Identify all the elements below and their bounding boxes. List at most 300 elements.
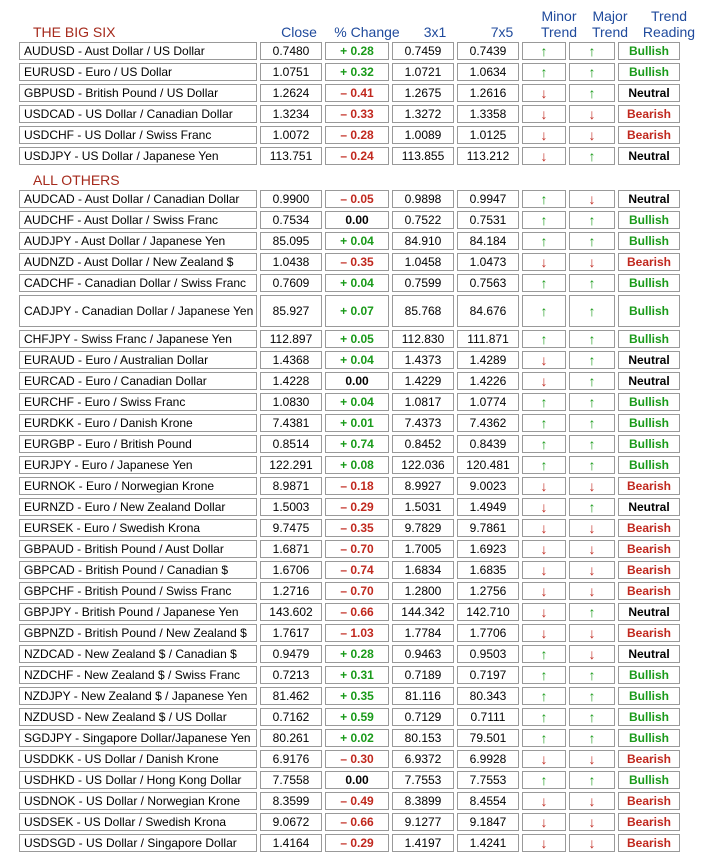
trend-reading-cell: Bullish <box>618 708 680 726</box>
trend-reading-cell: Bullish <box>618 42 680 60</box>
three-by-one-cell: 1.6834 <box>392 561 454 579</box>
minor-trend-cell <box>522 105 566 123</box>
change-cell: – 0.74 <box>325 561 389 579</box>
close-cell: 1.0751 <box>260 63 322 81</box>
arrow-down-icon: ↓ <box>540 127 548 143</box>
arrow-up-icon: ↑ <box>540 43 548 59</box>
close-cell: 1.0072 <box>260 126 322 144</box>
seven-by-five-cell: 9.0023 <box>457 477 519 495</box>
arrow-down-icon: ↓ <box>540 751 548 767</box>
trend-reading-cell: Bearish <box>618 750 680 768</box>
arrow-up-icon: ↑ <box>588 303 596 319</box>
minor-trend-line1: Minor <box>541 8 577 24</box>
arrow-up-icon: ↑ <box>588 233 596 249</box>
arrow-down-icon: ↓ <box>588 835 596 851</box>
major-trend-cell <box>569 582 615 600</box>
trend-reading-cell: Bullish <box>618 456 680 474</box>
pair-name-cell: GBPNZD - British Pound / New Zealand $ <box>19 624 257 642</box>
table-row <box>19 498 680 516</box>
table-row <box>19 792 680 810</box>
seven-by-five-cell: 1.7706 <box>457 624 519 642</box>
change-cell: + 0.32 <box>325 63 389 81</box>
table-row <box>19 687 680 705</box>
major-trend-cell <box>569 393 615 411</box>
change-cell: – 0.49 <box>325 792 389 810</box>
major-trend-cell <box>569 330 615 348</box>
table-row <box>19 519 680 537</box>
arrow-down-icon: ↓ <box>588 191 596 207</box>
major-trend-cell <box>569 624 615 642</box>
minor-trend-cell <box>522 295 566 327</box>
seven-by-five-cell: 113.212 <box>457 147 519 165</box>
table-row <box>19 456 680 474</box>
trend-reading-cell: Bearish <box>618 582 680 600</box>
table-row <box>19 126 680 144</box>
major-trend-cell <box>569 190 615 208</box>
arrow-up-icon: ↑ <box>540 457 548 473</box>
change-cell: – 1.03 <box>325 624 389 642</box>
minor-trend-cell <box>522 477 566 495</box>
trend-reading-cell: Bearish <box>618 624 680 642</box>
seven-by-five-cell: 142.710 <box>457 603 519 621</box>
pair-name-cell: USDHKD - US Dollar / Hong Kong Dollar <box>19 771 257 789</box>
trend-reading-cell: Bearish <box>618 792 680 810</box>
major-trend-cell <box>569 372 615 390</box>
major-trend-cell <box>569 519 615 537</box>
three-by-one-cell: 1.4197 <box>392 834 454 852</box>
seven-by-five-cell: 1.0473 <box>457 253 519 271</box>
change-cell: – 0.41 <box>325 84 389 102</box>
major-trend-cell <box>569 645 615 663</box>
arrow-up-icon: ↑ <box>540 646 548 662</box>
seven-by-five-cell: 7.7553 <box>457 771 519 789</box>
pair-name-cell: AUDUSD - Aust Dollar / US Dollar <box>19 42 257 60</box>
arrow-up-icon: ↑ <box>540 709 548 725</box>
close-cell: 143.602 <box>260 603 322 621</box>
pair-name-cell: EURJPY - Euro / Japanese Yen <box>19 456 257 474</box>
seven-by-five-cell: 1.2756 <box>457 582 519 600</box>
three-by-one-cell: 8.9927 <box>392 477 454 495</box>
three-by-one-cell: 0.7189 <box>392 666 454 684</box>
arrow-down-icon: ↓ <box>540 562 548 578</box>
change-cell: + 0.28 <box>325 42 389 60</box>
arrow-down-icon: ↓ <box>588 751 596 767</box>
major-trend-cell <box>569 295 615 327</box>
major-trend-cell <box>569 603 615 621</box>
minor-trend-cell <box>522 253 566 271</box>
seven-by-five-cell: 0.7197 <box>457 666 519 684</box>
three-by-one-cell: 9.7829 <box>392 519 454 537</box>
seven-by-five-cell: 80.343 <box>457 687 519 705</box>
three-by-one-cell: 7.4373 <box>392 414 454 432</box>
trend-reading-cell: Neutral <box>618 147 680 165</box>
close-cell: 1.0830 <box>260 393 322 411</box>
major-trend-cell <box>569 666 615 684</box>
table-row <box>19 211 680 229</box>
change-cell: – 0.35 <box>325 519 389 537</box>
arrow-up-icon: ↑ <box>588 394 596 410</box>
arrow-up-icon: ↑ <box>588 667 596 683</box>
table-row <box>19 645 680 663</box>
major-trend-cell <box>569 253 615 271</box>
trend-reading-cell: Bullish <box>618 211 680 229</box>
three-by-one-cell: 1.0817 <box>392 393 454 411</box>
major-trend-cell <box>569 561 615 579</box>
major-trend-cell <box>569 351 615 369</box>
major-trend-cell <box>569 414 615 432</box>
column-header-close: Close <box>281 24 317 40</box>
minor-trend-line2: Trend <box>540 24 578 40</box>
arrow-up-icon: ↑ <box>540 688 548 704</box>
close-cell: 8.3599 <box>260 792 322 810</box>
arrow-up-icon: ↑ <box>588 275 596 291</box>
change-cell: + 0.05 <box>325 330 389 348</box>
pair-name-cell: EURCAD - Euro / Canadian Dollar <box>19 372 257 390</box>
arrow-up-icon: ↑ <box>588 457 596 473</box>
close-cell: 0.9479 <box>260 645 322 663</box>
three-by-one-cell: 1.4229 <box>392 372 454 390</box>
seven-by-five-cell: 1.0125 <box>457 126 519 144</box>
seven-by-five-cell: 79.501 <box>457 729 519 747</box>
seven-by-five-cell: 0.9503 <box>457 645 519 663</box>
minor-trend-cell <box>522 729 566 747</box>
pair-name-cell: CADCHF - Canadian Dollar / Swiss Franc <box>19 274 257 292</box>
three-by-one-cell: 0.8452 <box>392 435 454 453</box>
close-cell: 85.927 <box>260 295 322 327</box>
three-by-one-cell: 112.830 <box>392 330 454 348</box>
table-row <box>19 582 680 600</box>
seven-by-five-cell: 0.7111 <box>457 708 519 726</box>
change-cell: + 0.28 <box>325 645 389 663</box>
minor-trend-cell <box>522 42 566 60</box>
change-cell: – 0.18 <box>325 477 389 495</box>
change-cell: 0.00 <box>325 372 389 390</box>
three-by-one-cell: 1.0721 <box>392 63 454 81</box>
big-six-table <box>16 39 683 168</box>
trend-reading-cell: Bullish <box>618 393 680 411</box>
pair-name-cell: EURNZD - Euro / New Zealand Dollar <box>19 498 257 516</box>
three-by-one-cell: 1.0458 <box>392 253 454 271</box>
arrow-up-icon: ↑ <box>588 352 596 368</box>
minor-trend-cell <box>522 540 566 558</box>
three-by-one-cell: 1.5031 <box>392 498 454 516</box>
arrow-down-icon: ↓ <box>540 520 548 536</box>
major-trend-cell <box>569 708 615 726</box>
column-header-change: % Change <box>334 24 400 40</box>
arrow-up-icon: ↑ <box>588 331 596 347</box>
close-cell: 7.4381 <box>260 414 322 432</box>
arrow-up-icon: ↑ <box>540 233 548 249</box>
table-row <box>19 624 680 642</box>
trend-reading-cell: Bearish <box>618 813 680 831</box>
major-trend-cell <box>569 63 615 81</box>
pair-name-cell: EURAUD - Euro / Australian Dollar <box>19 351 257 369</box>
trend-reading-cell: Bearish <box>618 105 680 123</box>
pair-name-cell: USDNOK - US Dollar / Norwegian Krone <box>19 792 257 810</box>
major-trend-cell <box>569 771 615 789</box>
trend-reading-cell: Neutral <box>618 498 680 516</box>
seven-by-five-cell: 7.4362 <box>457 414 519 432</box>
seven-by-five-cell: 1.0774 <box>457 393 519 411</box>
change-cell: – 0.33 <box>325 105 389 123</box>
table-row <box>19 253 680 271</box>
seven-by-five-cell: 1.4289 <box>457 351 519 369</box>
minor-trend-cell <box>522 351 566 369</box>
three-by-one-cell: 84.910 <box>392 232 454 250</box>
trend-reading-cell: Neutral <box>618 190 680 208</box>
arrow-down-icon: ↓ <box>540 352 548 368</box>
arrow-up-icon: ↑ <box>588 688 596 704</box>
arrow-down-icon: ↓ <box>540 148 548 164</box>
seven-by-five-cell: 1.4226 <box>457 372 519 390</box>
pair-name-cell: USDSEK - US Dollar / Swedish Krona <box>19 813 257 831</box>
arrow-down-icon: ↓ <box>588 814 596 830</box>
close-cell: 1.6871 <box>260 540 322 558</box>
close-cell: 1.7617 <box>260 624 322 642</box>
three-by-one-cell: 81.116 <box>392 687 454 705</box>
table-row <box>19 750 680 768</box>
major-trend-cell <box>569 84 615 102</box>
arrow-down-icon: ↓ <box>540 373 548 389</box>
three-by-one-cell: 7.7553 <box>392 771 454 789</box>
pair-name-cell: AUDJPY - Aust Dollar / Japanese Yen <box>19 232 257 250</box>
minor-trend-cell <box>522 582 566 600</box>
arrow-down-icon: ↓ <box>540 814 548 830</box>
pair-name-cell: AUDNZD - Aust Dollar / New Zealand $ <box>19 253 257 271</box>
table-row <box>19 666 680 684</box>
pair-name-cell: GBPCAD - British Pound / Canadian $ <box>19 561 257 579</box>
trend-reading-cell: Bearish <box>618 477 680 495</box>
close-cell: 1.5003 <box>260 498 322 516</box>
change-cell: + 0.74 <box>325 435 389 453</box>
trend-reading-cell: Neutral <box>618 372 680 390</box>
arrow-up-icon: ↑ <box>540 191 548 207</box>
section-title-big-six: THE BIG SIX <box>33 24 116 40</box>
pair-name-cell: GBPAUD - British Pound / Aust Dollar <box>19 540 257 558</box>
minor-trend-cell <box>522 147 566 165</box>
arrow-down-icon: ↓ <box>540 478 548 494</box>
major-trend-cell <box>569 105 615 123</box>
major-trend-cell <box>569 147 615 165</box>
minor-trend-cell <box>522 190 566 208</box>
arrow-up-icon: ↑ <box>540 394 548 410</box>
arrow-up-icon: ↑ <box>588 373 596 389</box>
minor-trend-cell <box>522 771 566 789</box>
change-cell: + 0.04 <box>325 232 389 250</box>
minor-trend-cell <box>522 372 566 390</box>
table-row <box>19 414 680 432</box>
change-cell: – 0.35 <box>325 253 389 271</box>
trend-reading-cell: Bearish <box>618 253 680 271</box>
close-cell: 0.7213 <box>260 666 322 684</box>
change-cell: + 0.02 <box>325 729 389 747</box>
trend-reading-cell: Bullish <box>618 63 680 81</box>
major-trend-cell <box>569 834 615 852</box>
arrow-up-icon: ↑ <box>588 415 596 431</box>
arrow-up-icon: ↑ <box>588 730 596 746</box>
table-row <box>19 771 680 789</box>
change-cell: + 0.35 <box>325 687 389 705</box>
major-trend-line2: Trend <box>591 24 629 40</box>
arrow-down-icon: ↓ <box>540 254 548 270</box>
arrow-up-icon: ↑ <box>588 499 596 515</box>
arrow-down-icon: ↓ <box>540 541 548 557</box>
arrow-down-icon: ↓ <box>588 520 596 536</box>
close-cell: 1.3234 <box>260 105 322 123</box>
major-trend-cell <box>569 540 615 558</box>
arrow-up-icon: ↑ <box>588 85 596 101</box>
table-row <box>19 84 680 102</box>
trend-reading-cell: Bearish <box>618 519 680 537</box>
pair-name-cell: EURDKK - Euro / Danish Krone <box>19 414 257 432</box>
change-cell: – 0.66 <box>325 813 389 831</box>
minor-trend-cell <box>522 519 566 537</box>
change-cell: – 0.70 <box>325 582 389 600</box>
close-cell: 0.7162 <box>260 708 322 726</box>
minor-trend-cell <box>522 84 566 102</box>
trend-reading-cell: Bullish <box>618 414 680 432</box>
minor-trend-cell <box>522 834 566 852</box>
trend-reading-cell: Neutral <box>618 84 680 102</box>
table-row <box>19 330 680 348</box>
arrow-down-icon: ↓ <box>588 562 596 578</box>
three-by-one-cell: 1.2800 <box>392 582 454 600</box>
arrow-down-icon: ↓ <box>588 793 596 809</box>
pair-name-cell: NZDJPY - New Zealand $ / Japanese Yen <box>19 687 257 705</box>
major-trend-cell <box>569 750 615 768</box>
minor-trend-cell <box>522 687 566 705</box>
change-cell: – 0.30 <box>325 750 389 768</box>
major-trend-cell <box>569 498 615 516</box>
table-row <box>19 105 680 123</box>
pair-name-cell: NZDUSD - New Zealand $ / US Dollar <box>19 708 257 726</box>
minor-trend-cell <box>522 792 566 810</box>
arrow-up-icon: ↑ <box>540 415 548 431</box>
arrow-down-icon: ↓ <box>588 106 596 122</box>
change-cell: – 0.24 <box>325 147 389 165</box>
trend-reading-cell: Bearish <box>618 561 680 579</box>
pair-name-cell: NZDCHF - New Zealand $ / Swiss Franc <box>19 666 257 684</box>
three-by-one-cell: 6.9372 <box>392 750 454 768</box>
pair-name-cell: SGDJPY - Singapore Dollar/Japanese Yen <box>19 729 257 747</box>
seven-by-five-cell: 120.481 <box>457 456 519 474</box>
minor-trend-cell <box>522 211 566 229</box>
close-cell: 1.6706 <box>260 561 322 579</box>
three-by-one-cell: 122.036 <box>392 456 454 474</box>
minor-trend-cell <box>522 813 566 831</box>
arrow-up-icon: ↑ <box>540 275 548 291</box>
table-row <box>19 393 680 411</box>
arrow-up-icon: ↑ <box>540 436 548 452</box>
arrow-down-icon: ↓ <box>540 625 548 641</box>
trend-reading-cell: Bearish <box>618 126 680 144</box>
close-cell: 112.897 <box>260 330 322 348</box>
three-by-one-cell: 1.4373 <box>392 351 454 369</box>
three-by-one-cell: 80.153 <box>392 729 454 747</box>
table-row <box>19 729 680 747</box>
column-header-7x5: 7x5 <box>490 24 514 40</box>
column-header-3x1: 3x1 <box>423 24 447 40</box>
major-trend-cell <box>569 813 615 831</box>
arrow-up-icon: ↑ <box>540 212 548 228</box>
minor-trend-cell <box>522 603 566 621</box>
change-cell: – 0.29 <box>325 834 389 852</box>
trend-reading-cell: Neutral <box>618 645 680 663</box>
change-cell: + 0.04 <box>325 351 389 369</box>
arrow-down-icon: ↓ <box>540 85 548 101</box>
seven-by-five-cell: 0.8439 <box>457 435 519 453</box>
pair-name-cell: USDJPY - US Dollar / Japanese Yen <box>19 147 257 165</box>
minor-trend-cell <box>522 232 566 250</box>
major-trend-cell <box>569 792 615 810</box>
close-cell: 0.7480 <box>260 42 322 60</box>
pair-name-cell: AUDCAD - Aust Dollar / Canadian Dollar <box>19 190 257 208</box>
minor-trend-cell <box>522 666 566 684</box>
three-by-one-cell: 1.2675 <box>392 84 454 102</box>
three-by-one-cell: 1.0089 <box>392 126 454 144</box>
table-row <box>19 63 680 81</box>
arrow-up-icon: ↑ <box>540 64 548 80</box>
table-row <box>19 42 680 60</box>
pair-name-cell: EURGBP - Euro / British Pound <box>19 435 257 453</box>
seven-by-five-cell: 8.4554 <box>457 792 519 810</box>
trend-reading-cell: Bullish <box>618 330 680 348</box>
minor-trend-cell <box>522 624 566 642</box>
minor-trend-cell <box>522 393 566 411</box>
minor-trend-cell <box>522 750 566 768</box>
minor-trend-cell <box>522 561 566 579</box>
minor-trend-cell <box>522 63 566 81</box>
section-title-all-others: ALL OTHERS <box>33 172 120 188</box>
trend-reading-cell: Bearish <box>618 834 680 852</box>
major-trend-cell <box>569 274 615 292</box>
arrow-down-icon: ↓ <box>588 127 596 143</box>
major-trend-cell <box>569 477 615 495</box>
table-row <box>19 232 680 250</box>
three-by-one-cell: 8.3899 <box>392 792 454 810</box>
arrow-up-icon: ↑ <box>588 772 596 788</box>
seven-by-five-cell: 1.6835 <box>457 561 519 579</box>
table-row <box>19 540 680 558</box>
change-cell: + 0.31 <box>325 666 389 684</box>
seven-by-five-cell: 0.9947 <box>457 190 519 208</box>
table-row <box>19 834 680 852</box>
change-cell: – 0.05 <box>325 190 389 208</box>
arrow-up-icon: ↑ <box>540 331 548 347</box>
close-cell: 1.4368 <box>260 351 322 369</box>
minor-trend-cell <box>522 414 566 432</box>
seven-by-five-cell: 1.0634 <box>457 63 519 81</box>
arrow-up-icon: ↑ <box>540 667 548 683</box>
trend-reading-line2: Reading <box>642 24 696 40</box>
seven-by-five-cell: 1.2616 <box>457 84 519 102</box>
close-cell: 1.4228 <box>260 372 322 390</box>
seven-by-five-cell: 1.3358 <box>457 105 519 123</box>
close-cell: 0.9900 <box>260 190 322 208</box>
arrow-down-icon: ↓ <box>588 625 596 641</box>
three-by-one-cell: 0.7459 <box>392 42 454 60</box>
pair-name-cell: CHFJPY - Swiss Franc / Japanese Yen <box>19 330 257 348</box>
pair-name-cell: USDCHF - US Dollar / Swiss Franc <box>19 126 257 144</box>
close-cell: 8.9871 <box>260 477 322 495</box>
arrow-down-icon: ↓ <box>588 646 596 662</box>
close-cell: 85.095 <box>260 232 322 250</box>
close-cell: 0.7609 <box>260 274 322 292</box>
three-by-one-cell: 0.9898 <box>392 190 454 208</box>
close-cell: 7.7558 <box>260 771 322 789</box>
minor-trend-cell <box>522 274 566 292</box>
trend-reading-cell: Bearish <box>618 540 680 558</box>
